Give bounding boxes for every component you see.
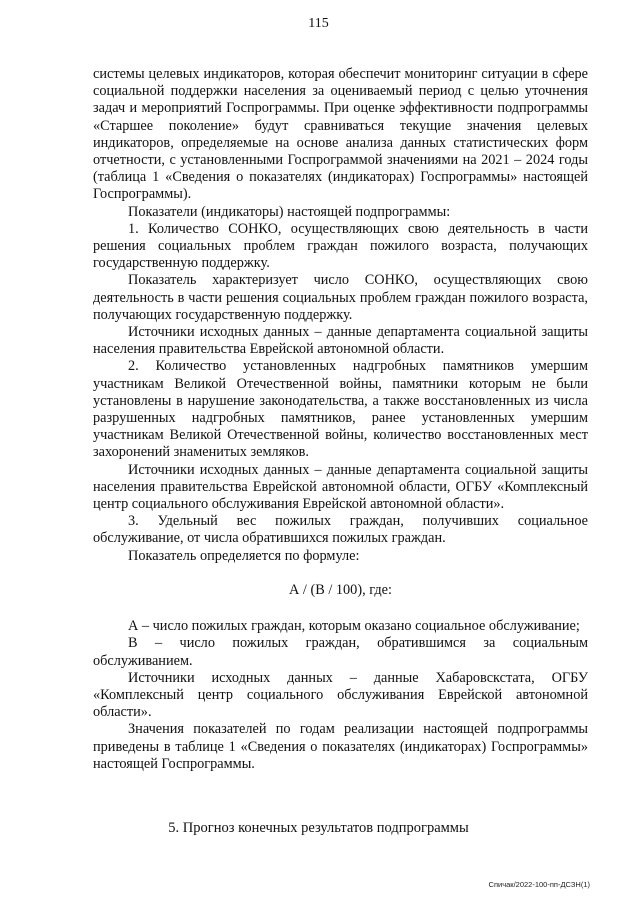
formula: А / (В / 100), где: bbox=[289, 581, 392, 598]
paragraph-values-reference: Значения показателей по годам реализации настоящей подпрограммы приведены в таблице 1 «Сведения о показателях (индикаторах) Госпрограммы» настоящей Госпрограммы. bbox=[93, 721, 588, 772]
paragraph-indicator-3: 3. Удельный вес пожилых граждан, получивших социальное обслуживание, от числа обратившихся пожилых граждан. bbox=[93, 513, 588, 547]
paragraph-indicator-2: 2. Количество установленных надгробных памятников умершим участникам Великой Отечественной войны, памятники которым не были установлены в нарушение законодательства, а также восстановленных из числа разрушенных надгробных памятников, ранее установленных умершим участникам Великой Отечественной войны, количество восстановленных мест захоронений знаменитых земляков. bbox=[93, 358, 588, 461]
paragraph-formula-intro: Показатель определяется по формуле: bbox=[128, 547, 360, 564]
paragraph-indicator-2-source: Источники исходных данных – данные департамента социальной защиты населения правительства Еврейской автономной области, ОГБУ «Комплексный центр социального обслуживания Еврейской автономной области». bbox=[93, 461, 588, 513]
paragraph-indicator-1-source: Источники исходных данных – данные департамента социальной защиты населения правительства Еврейской автономной области. bbox=[93, 324, 588, 358]
paragraph-indicator-1-description: Показатель характеризует число СОНКО, осуществляющих свою деятельность в части решения социальных проблем граждан пожилого возраста, получающих государственную поддержку. bbox=[93, 272, 588, 323]
paragraph-indicator-3-source: Источники исходных данных – данные Хабаровскстата, ОГБУ «Комплексный центр социального обслуживания Еврейской автономной области». bbox=[93, 669, 588, 721]
document-code: Спичак/2022-100-пп-ДСЗН(1) bbox=[488, 880, 590, 889]
paragraph-variable-b: В – число пожилых граждан, обратившимся за социальным обслуживанием. bbox=[93, 635, 588, 669]
paragraph-indicators-heading: Показатели (индикаторы) настоящей подпрограммы: bbox=[128, 203, 451, 220]
document-body bbox=[93, 66, 588, 773]
paragraph-indicator-1: 1. Количество СОНКО, осуществляющих свою деятельность в части решения социальных проблем граждан пожилого возраста, получающих государственную поддержку. bbox=[93, 220, 588, 272]
section-heading: 5. Прогноз конечных результатов подпрограммы bbox=[168, 820, 469, 836]
paragraph-intro: системы целевых индикаторов, которая обеспечит мониторинг ситуации в сфере социальной поддержки населения за оцениваемый период с целью уточнения задач и мероприятий Госпрограммы. При оценке эффективности подпрограммы «Старшее поколение» будут сравниваться текущие значения целевых индикаторов, определяемые на основе анализа данных статистических форм отчетности, с установленными Госпрограммой значениями на 2021 – 2024 годы (таблица 1 «Сведения о показателях (индикаторах) Госпрограммы» настоящей Госпрограммы). bbox=[93, 66, 588, 203]
paragraph-variable-a: А – число пожилых граждан, которым оказано социальное обслуживание; bbox=[128, 618, 580, 635]
page-number: 115 bbox=[308, 16, 329, 31]
